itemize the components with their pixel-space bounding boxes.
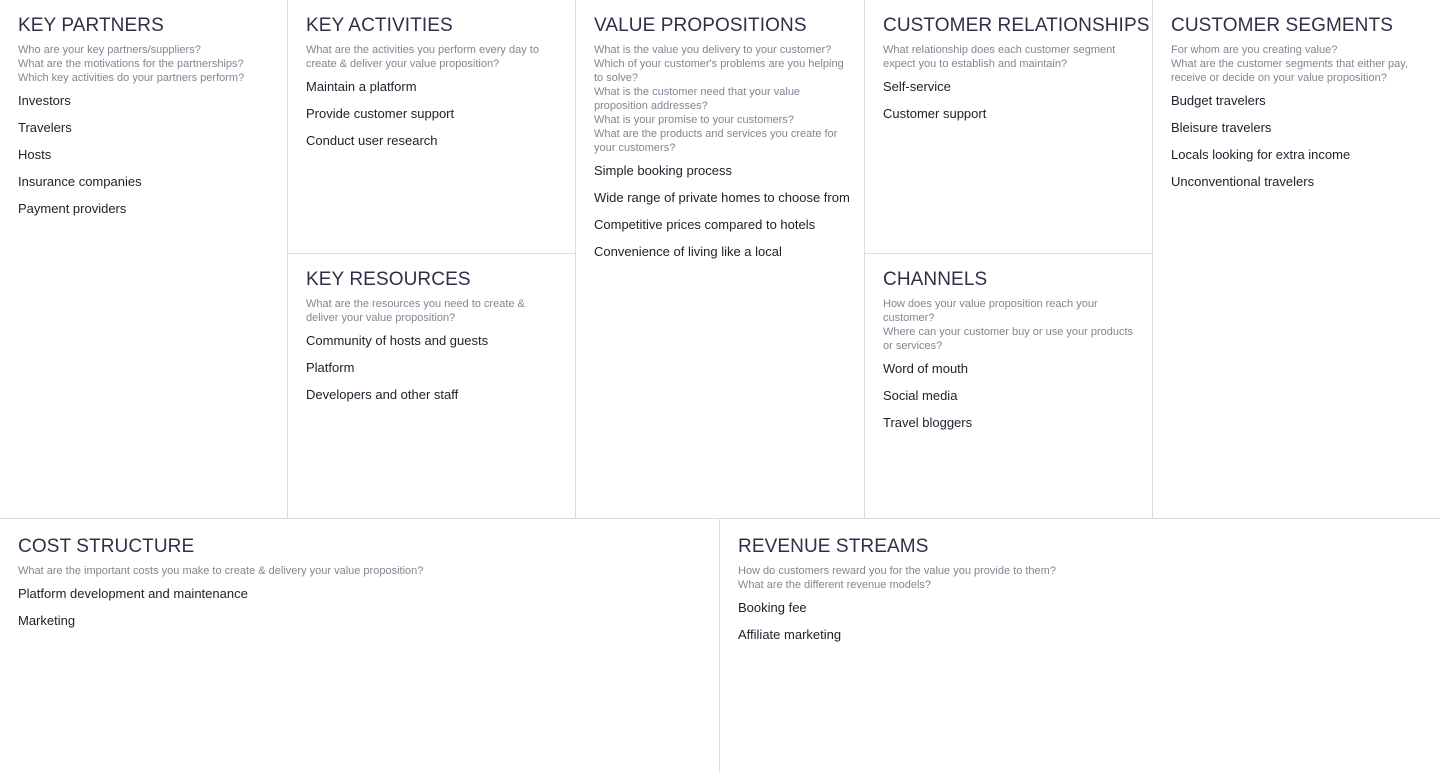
list-item[interactable]: Maintain a platform	[306, 79, 417, 94]
question-line: What are the customer segments that either pay, receive or decide on your value proposition?	[1171, 58, 1409, 84]
list-item[interactable]: Customer support	[883, 106, 987, 121]
list-item[interactable]: Affiliate marketing	[738, 627, 842, 642]
question-line: How does your value proposition reach your customer?	[883, 298, 1098, 324]
list-item[interactable]: Booking fee	[738, 600, 807, 615]
list-item[interactable]: Convenience of living like a local	[594, 244, 782, 259]
question-line: What are the different revenue models?	[738, 579, 932, 591]
block-title: KEY PARTNERS	[18, 15, 164, 36]
block-items	[18, 585, 703, 629]
list-item[interactable]: Developers and other staff	[306, 387, 459, 402]
block-customer-segments[interactable]	[1152, 0, 1440, 518]
block-title: CHANNELS	[883, 269, 988, 290]
list-item[interactable]: Conduct user research	[306, 133, 438, 148]
block-questions	[1171, 43, 1423, 85]
block-items	[883, 78, 1136, 122]
block-questions	[883, 297, 1136, 353]
list-item[interactable]: Locals looking for extra income	[1171, 147, 1351, 162]
list-item[interactable]: Investors	[18, 93, 71, 108]
block-items	[738, 599, 1423, 643]
question-line: What are the activities you perform every day to create & deliver your value proposition?	[306, 44, 539, 70]
list-item[interactable]: Social media	[883, 388, 958, 403]
block-questions	[18, 564, 703, 578]
question-line: Where can your customer buy or use your products or services?	[883, 326, 1134, 352]
block-value-propositions[interactable]	[575, 0, 864, 518]
block-title: KEY ACTIVITIES	[306, 15, 453, 36]
block-cost-structure[interactable]	[0, 518, 720, 772]
question-line: What is your promise to your customers?	[594, 114, 794, 126]
question-line: What are the motivations for the partnerships?	[18, 58, 244, 70]
block-questions	[306, 43, 559, 71]
block-items	[1171, 92, 1423, 190]
block-key-resources[interactable]	[287, 253, 576, 518]
list-item[interactable]: Community of hosts and guests	[306, 333, 489, 348]
question-line: Which of your customer's problems are you helping to solve?	[594, 58, 844, 84]
list-item[interactable]: Payment providers	[18, 201, 127, 216]
question-line: What relationship does each customer segment expect you to establish and maintain?	[883, 44, 1116, 70]
list-item[interactable]: Bleisure travelers	[1171, 120, 1272, 135]
list-item[interactable]: Competitive prices compared to hotels	[594, 217, 816, 232]
list-item[interactable]: Word of mouth	[883, 361, 969, 376]
block-questions	[883, 43, 1136, 71]
block-title: CUSTOMER SEGMENTS	[1171, 15, 1393, 36]
block-items	[883, 360, 1136, 431]
list-item[interactable]: Self-service	[883, 79, 951, 94]
block-title: VALUE PROPOSITIONS	[594, 15, 807, 36]
block-title: REVENUE STREAMS	[738, 536, 929, 557]
block-key-partners[interactable]	[0, 0, 287, 518]
question-line: What is the customer need that your value proposition addresses?	[594, 86, 801, 112]
question-line: What are the resources you need to create & deliver your value proposition?	[306, 298, 525, 324]
block-revenue-streams[interactable]	[719, 518, 1440, 772]
list-item[interactable]: Simple booking process	[594, 163, 733, 178]
list-item[interactable]: Platform	[306, 360, 355, 375]
block-items	[594, 162, 850, 260]
block-key-activities[interactable]	[287, 0, 576, 254]
question-line: For whom are you creating value?	[1171, 44, 1338, 56]
question-line: What are the products and services you create for your customers?	[594, 128, 838, 154]
block-title: KEY RESOURCES	[306, 269, 471, 290]
block-items	[306, 332, 559, 403]
list-item[interactable]: Provide customer support	[306, 106, 455, 121]
list-item[interactable]: Unconventional travelers	[1171, 174, 1315, 189]
block-questions	[738, 564, 1423, 592]
list-item[interactable]: Travel bloggers	[883, 415, 973, 430]
list-item[interactable]: Travelers	[18, 120, 72, 135]
block-questions	[18, 43, 270, 85]
block-items	[18, 92, 270, 217]
block-title: CUSTOMER RELATIONSHIPS	[883, 15, 1150, 36]
block-channels[interactable]	[864, 253, 1153, 518]
list-item[interactable]: Insurance companies	[18, 174, 142, 189]
question-line: How do customers reward you for the value you provide to them?	[738, 565, 1056, 577]
block-items	[306, 78, 559, 149]
block-questions	[594, 43, 847, 155]
list-item[interactable]: Marketing	[18, 613, 76, 628]
list-item[interactable]: Wide range of private homes to choose from	[594, 190, 850, 205]
block-questions	[306, 297, 559, 325]
question-line: Which key activities do your partners perform?	[18, 72, 245, 84]
list-item[interactable]: Budget travelers	[1171, 93, 1266, 108]
question-line: Who are your key partners/suppliers?	[18, 44, 201, 56]
question-line: What is the value you delivery to your customer?	[594, 44, 832, 56]
block-title: COST STRUCTURE	[18, 536, 195, 557]
question-line: What are the important costs you make to create & delivery your value proposition?	[18, 565, 424, 577]
block-customer-relationships[interactable]	[864, 0, 1153, 254]
list-item[interactable]: Hosts	[18, 147, 52, 162]
list-item[interactable]: Platform development and maintenance	[18, 586, 248, 601]
